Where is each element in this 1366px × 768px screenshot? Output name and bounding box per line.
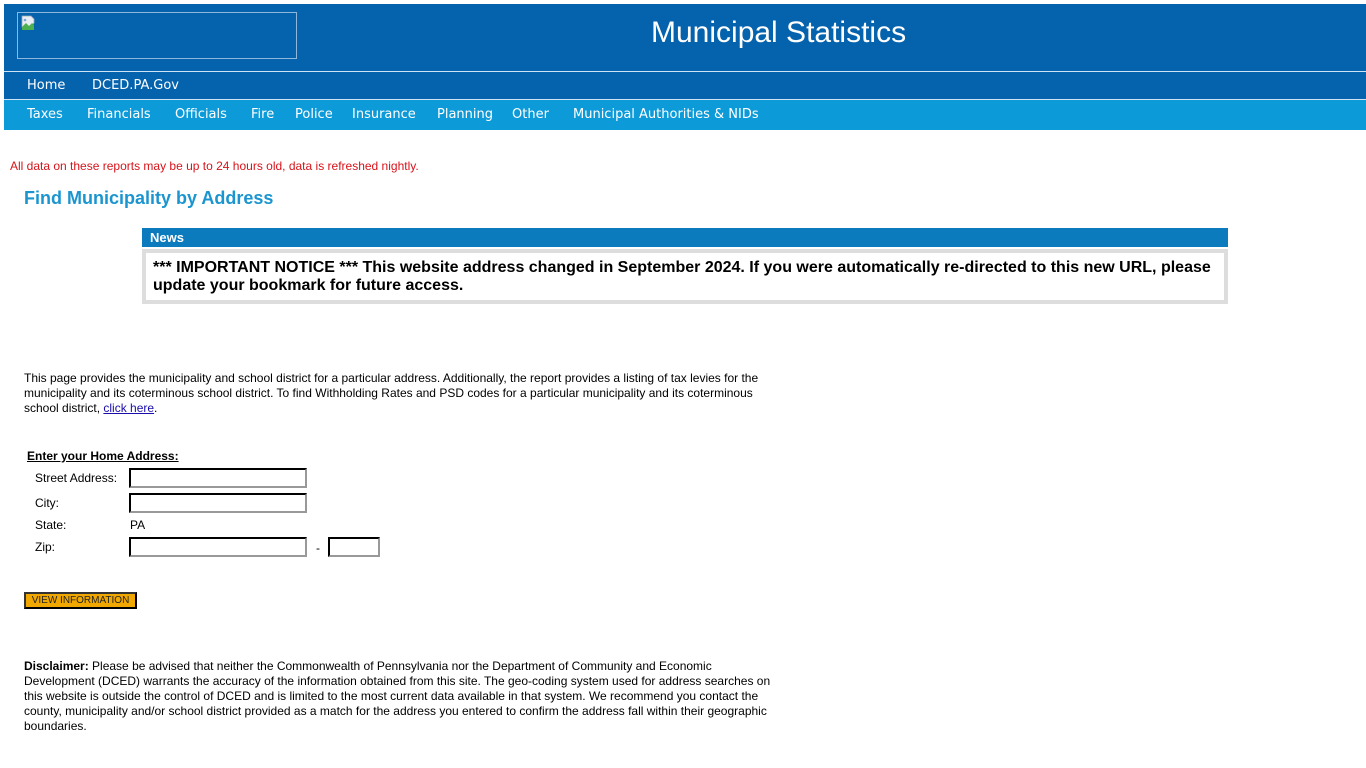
disclaimer-label: Disclaimer: [24,659,89,673]
page-title: Find Municipality by Address [24,188,274,208]
zip-separator: - [316,541,320,555]
nav-police[interactable]: Police [295,107,333,122]
street-address-input[interactable] [129,468,307,488]
nav-municipal-authorities[interactable]: Municipal Authorities & NIDs [573,107,759,122]
city-label: City: [35,496,59,510]
nav-fire[interactable]: Fire [251,107,275,122]
street-address-label: Street Address: [35,471,118,485]
view-information-button[interactable]: VIEW INFORMATION [24,592,137,609]
city-input[interactable] [129,493,307,513]
header-divider [4,71,1366,72]
banner [4,4,1366,72]
address-form-title: Enter your Home Address: [27,449,179,463]
zip-input[interactable] [129,537,307,557]
nav-financials[interactable]: Financials [87,107,151,122]
nav-other[interactable]: Other [512,107,549,122]
nav-insurance[interactable]: Insurance [352,107,416,122]
news-body [142,249,1228,304]
news-panel [142,228,1228,304]
withholding-rates-link[interactable]: click here [103,401,155,415]
intro-body: This page provides the municipality and school district for a particular address. Additionally, the report provides a listing of tax levies for the municipality and its coterminous school district. To find Withholding Rates and PSD codes for a particular municipality and its coterminous school district, [24,371,759,415]
news-header-label: News [150,230,184,245]
site-title: Municipal Statistics [651,16,907,49]
nav-dced-pa-gov[interactable]: DCED.PA.Gov [92,78,179,93]
news-message: *** IMPORTANT NOTICE *** This website address changed in September 2024. If you were automatically re-directed to this new URL, please update your bookmark for future access. [153,259,1211,294]
news-header [142,228,1228,247]
data-refresh-notice: All data on these reports may be up to 24 hours old, data is refreshed nightly. [10,159,419,173]
disclaimer-text: Please be advised that neither the Commonwealth of Pennsylvania nor the Department of Community and Economic Development (DCED) warrants the accuracy of the information obtained from this site. The geo-coding system used for address searches on this website is outside the control of DCED and is limited to the most current data available in that system. We recommend you contact the county, municipality and/or school district provided as a match for the address you entered to confirm the address fall within their geographic boundaries. [24,659,771,733]
nav-planning[interactable]: Planning [437,107,493,122]
state-label: State: [35,518,67,532]
broken-image-icon [20,15,36,31]
nav-officials[interactable]: Officials [175,107,227,122]
zip4-input[interactable] [328,537,380,557]
nav-home[interactable]: Home [27,78,66,93]
disclaimer [24,659,774,734]
nav-taxes[interactable]: Taxes [27,107,63,122]
intro-text [24,371,774,416]
state-value: PA [130,518,146,532]
main-nav [4,100,1366,130]
zip-label: Zip: [35,540,56,554]
site-header [4,4,1366,130]
logo-link[interactable] [17,12,297,59]
intro-suffix: . [154,401,158,415]
top-nav [4,73,1366,99]
